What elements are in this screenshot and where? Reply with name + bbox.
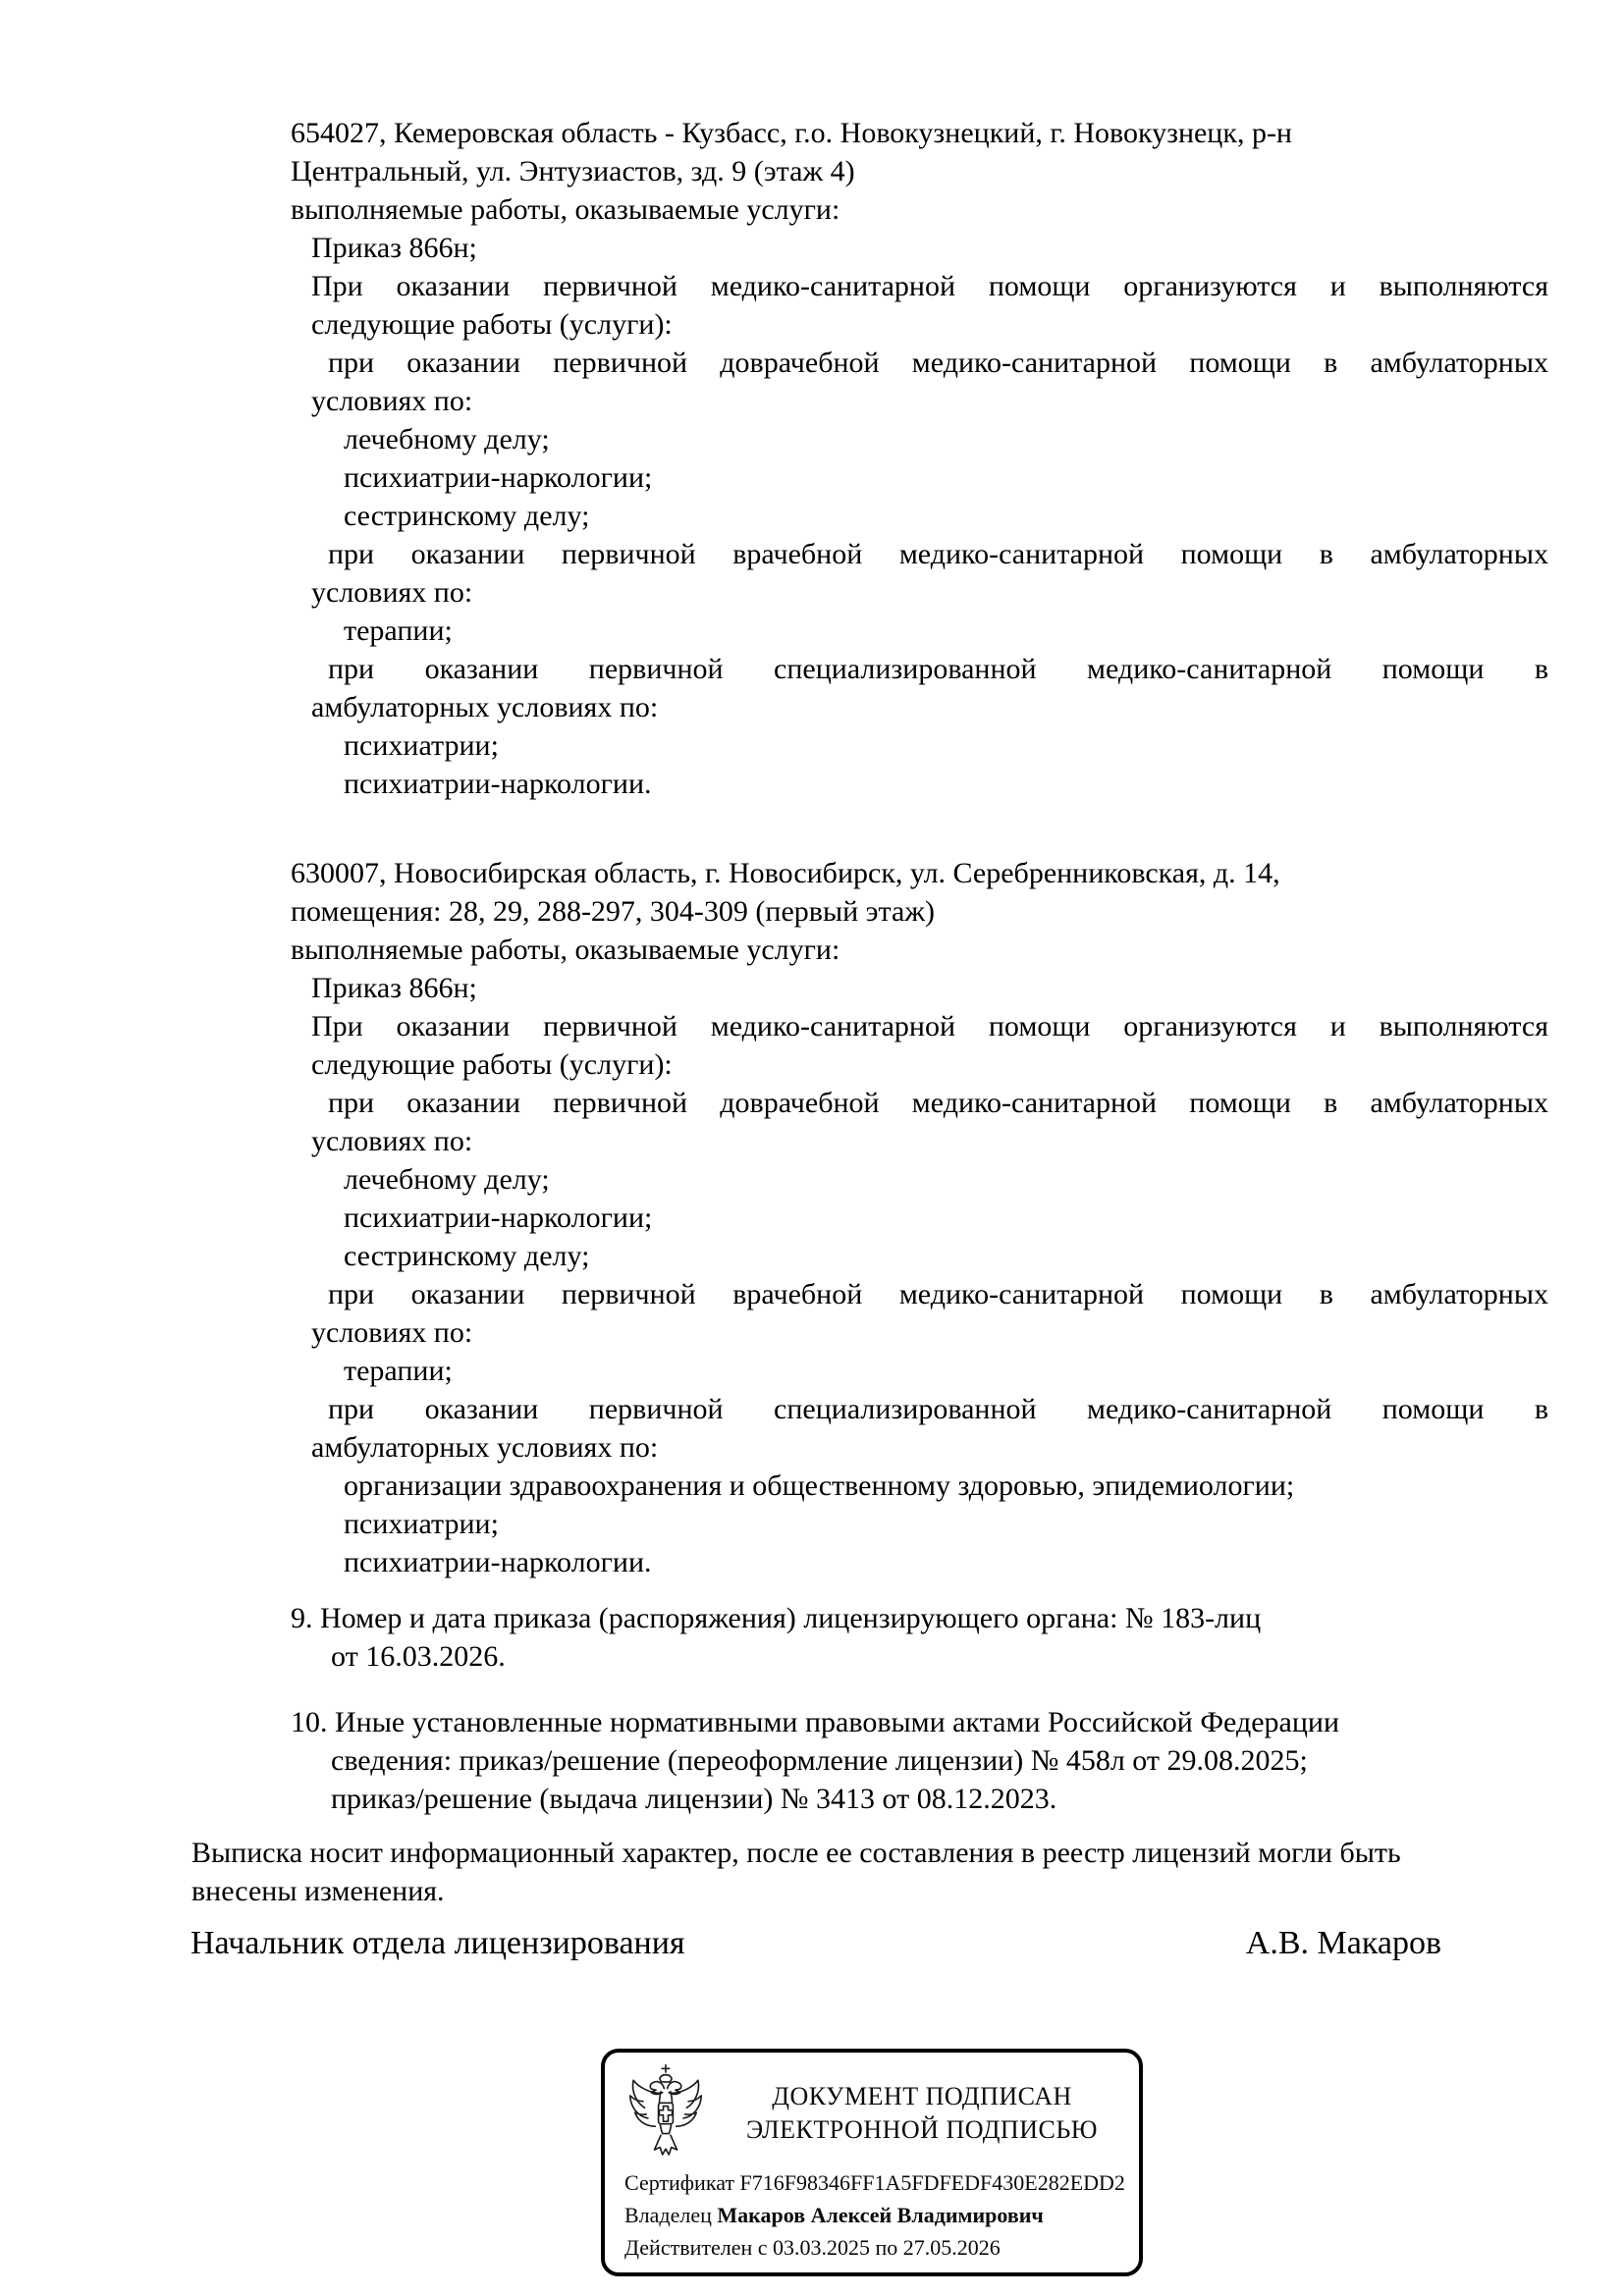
owner-name: Макаров Алексей Владимирович xyxy=(717,2203,1044,2227)
doc-line: 630007, Новосибирская область, г. Новосибирск, ул. Серебренниковская, д. 14, xyxy=(291,857,1280,889)
doc-line: организации здравоохранения и общественному здоровью, эпидемиологии; xyxy=(344,1469,1295,1502)
owner-line xyxy=(624,2199,1121,2231)
doc-line: условиях по: xyxy=(311,1316,473,1349)
doc-line: психиатрии-наркологии; xyxy=(344,1201,653,1234)
doc-line: сестринскому делу; xyxy=(344,1240,590,1272)
digital-signature-stamp xyxy=(601,2049,1143,2276)
license-extract-body xyxy=(291,114,1548,1818)
doc-line: При оказании первичной медико-санитарной помощи организуются и выполняются xyxy=(311,270,1548,302)
doc-line: сестринскому делу; xyxy=(344,500,590,532)
doc-line: условиях по: xyxy=(311,576,473,609)
doc-line: При оказании первичной медико-санитарной помощи организуются и выполняются xyxy=(311,1010,1548,1042)
signature-name: А.В. Макаров xyxy=(1245,1925,1441,1961)
doc-line: амбулаторных условиях по: xyxy=(311,1431,659,1464)
certificate-label: Сертификат xyxy=(624,2170,734,2195)
doc-line: психиатрии-наркологии. xyxy=(344,1546,652,1578)
doc-line: лечебному делу; xyxy=(344,1163,550,1196)
doc-line: 654027, Кемеровская область - Кузбасс, г.о. Новокузнецкий, г. Новокузнецк, р-н xyxy=(291,117,1292,149)
doc-line: терапии; xyxy=(344,614,453,647)
doc-line: Приказ 866н; xyxy=(311,232,477,264)
doc-line: 9. Номер и дата приказа (распоряжения) лицензирующего органа: № 183-лиц xyxy=(291,1602,1262,1634)
owner-label: Владелец xyxy=(624,2203,712,2227)
item-9-order-number xyxy=(291,1599,1548,1676)
doc-line: условиях по: xyxy=(311,385,473,417)
doc-line: психиатрии-наркологии; xyxy=(344,461,653,494)
certificate-value: F716F98346FF1A5FDFEDF430E282EDD2 xyxy=(739,2170,1125,2195)
certificate-line xyxy=(624,2166,1125,2199)
doc-line: приказ/решение (выдача лицензии) № 3413 от 08.12.2023. xyxy=(331,1783,1057,1815)
stamp-title-line2: ЭЛЕКТРОННОЙ ПОДПИСЬЮ xyxy=(746,2115,1098,2144)
doc-line: при оказании первичной специализированной медико-санитарной помощи в xyxy=(328,653,1548,685)
doc-line: следующие работы (услуги): xyxy=(311,308,673,341)
doc-line: Центральный, ул. Энтузиастов, зд. 9 (этаж 4) xyxy=(291,155,855,187)
doc-line: внесены изменения. xyxy=(191,1875,445,1907)
doc-line: условиях по: xyxy=(311,1125,473,1157)
validity-period: Действителен с 03.03.2025 по 27.05.2026 xyxy=(624,2235,1001,2260)
doc-line: психиатрии; xyxy=(344,1508,499,1540)
info-note xyxy=(191,1834,1548,1910)
doc-line: от 16.03.2026. xyxy=(331,1640,506,1673)
doc-line: при оказании первичной специализированной медико-санитарной помощи в xyxy=(328,1393,1548,1425)
doc-line: Приказ 866н; xyxy=(311,972,477,1004)
doc-line: помещения: 28, 29, 288-297, 304-309 (первый этаж) xyxy=(291,895,936,928)
stamp-title xyxy=(723,2080,1121,2147)
doc-line: психиатрии-наркологии. xyxy=(344,768,652,800)
item-10-other-info xyxy=(291,1703,1548,1818)
doc-line: сведения: приказ/решение (переоформление лицензии) № 458л от 29.08.2025; xyxy=(331,1744,1308,1777)
signature-role: Начальник отдела лицензирования xyxy=(190,1925,685,1961)
location-block-kemerovo xyxy=(291,114,1548,803)
doc-line: выполняемые работы, оказываемые услуги: xyxy=(291,193,840,226)
stamp-title-line1: ДОКУМЕНТ ПОДПИСАН xyxy=(772,2082,1072,2110)
doc-line: при оказании первичной доврачебной медико-санитарной помощи в амбулаторных xyxy=(328,347,1548,379)
doc-line: лечебному делу; xyxy=(344,423,550,455)
doc-line: при оказании первичной доврачебной медико-санитарной помощи в амбулаторных xyxy=(328,1087,1548,1119)
double-headed-eagle-icon xyxy=(624,2063,707,2163)
doc-line: амбулаторных условиях по: xyxy=(311,691,659,723)
doc-line: выполняемые работы, оказываемые услуги: xyxy=(291,934,840,966)
doc-line: при оказании первичной врачебной медико-санитарной помощи в амбулаторных xyxy=(328,538,1548,570)
signature-row xyxy=(190,1922,1441,1965)
doc-line: 10. Иные установленные нормативными правовыми актами Российской Федерации xyxy=(291,1706,1340,1738)
doc-line: психиатрии; xyxy=(344,729,499,762)
doc-line: следующие работы (услуги): xyxy=(311,1048,673,1081)
doc-line: терапии; xyxy=(344,1355,453,1387)
doc-line: при оказании первичной врачебной медико-санитарной помощи в амбулаторных xyxy=(328,1278,1548,1310)
location-block-novosibirsk xyxy=(291,854,1548,1581)
doc-line: Выписка носит информационный характер, после ее составления в реестр лицензий могли быть xyxy=(191,1837,1401,1869)
